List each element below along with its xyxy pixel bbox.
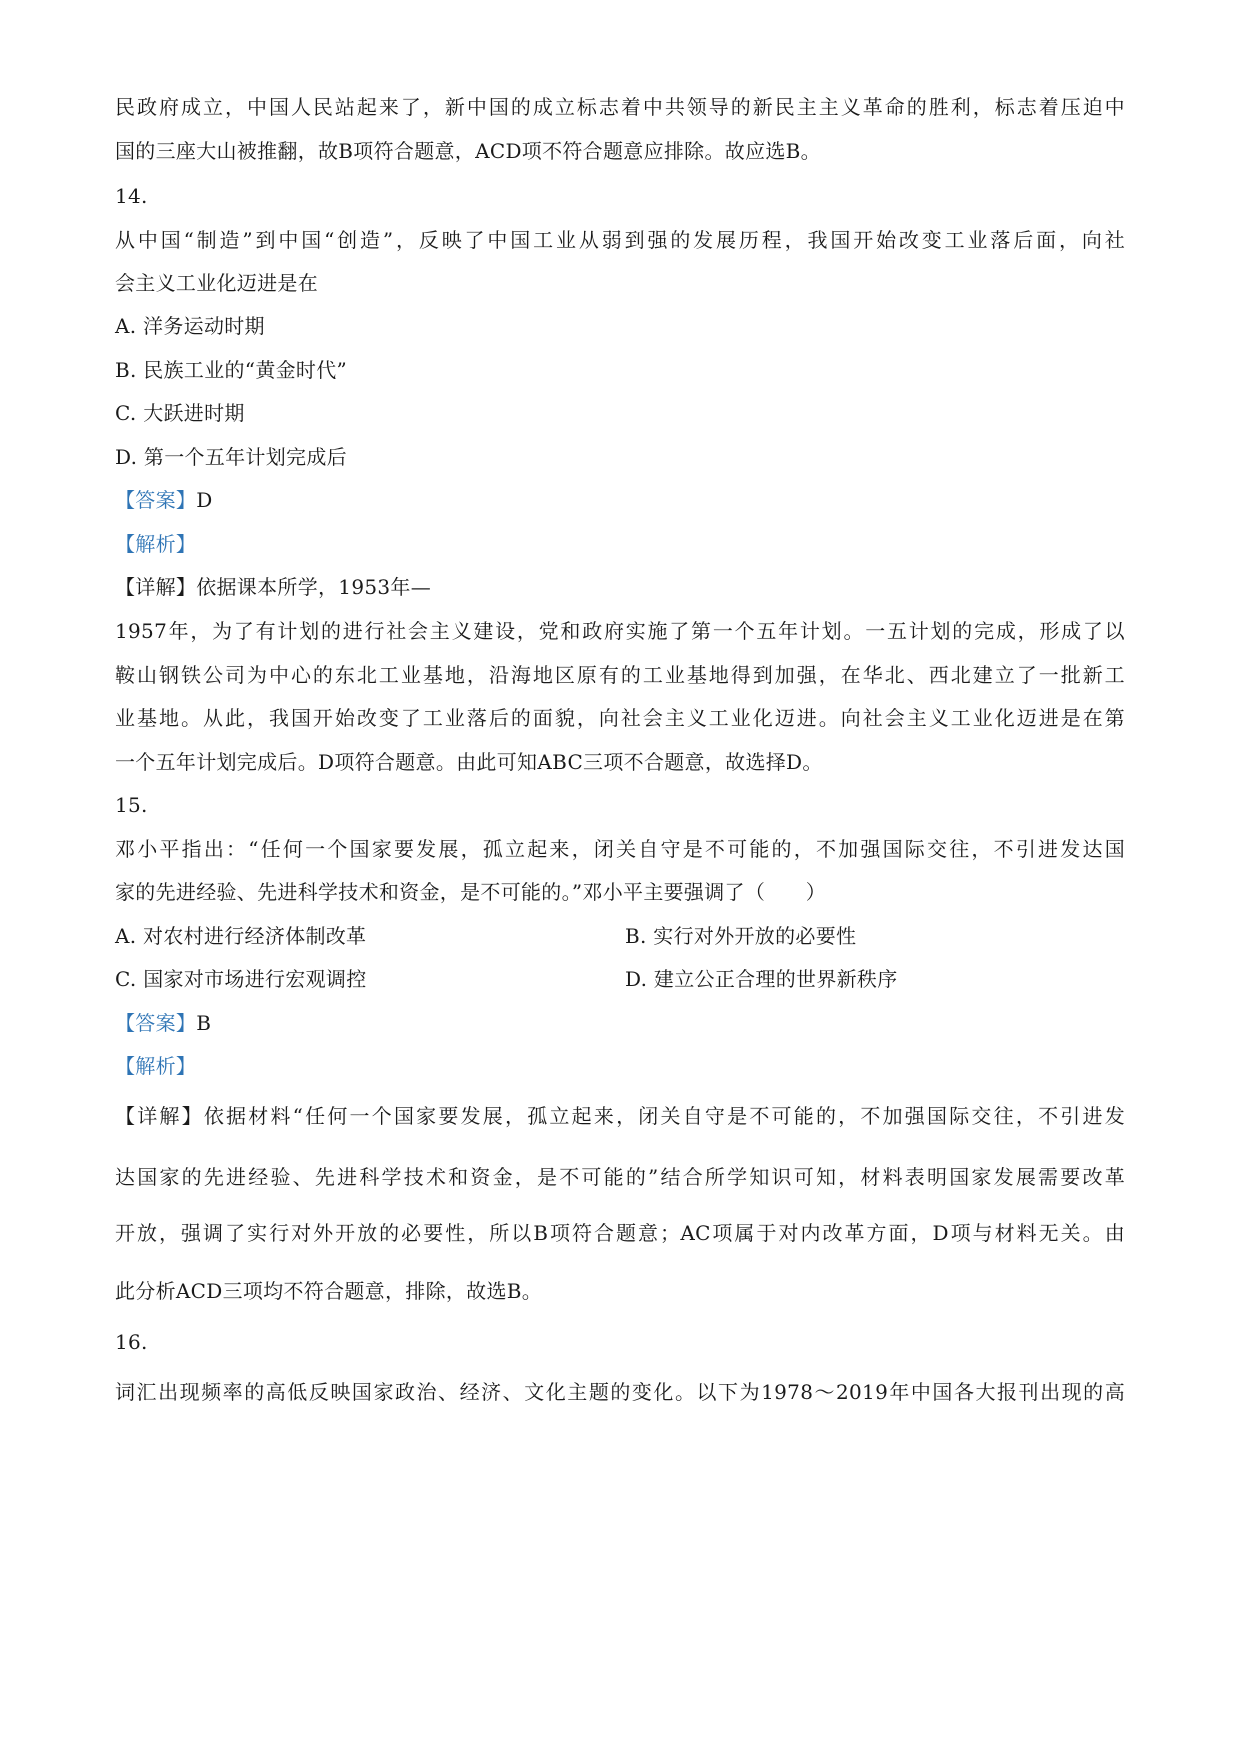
q15-option-d: D. 建立公正合理的世界新秩序 xyxy=(625,967,898,991)
q15-detail-line-1: 达国家的先进经验、先进科学技术和资金，是不可能的”结合所学知识可知，材料表明国家发展需要改革 xyxy=(115,1165,1125,1189)
q15-detail-line-2: 开放，强调了实行对外开放的必要性，所以B项符合题意；AC项属于对内改革方面，D项与材料无关。由 xyxy=(115,1221,1125,1245)
q14-answer-value: D xyxy=(196,488,213,512)
q15-option-a: A. 对农村进行经济体制改革 xyxy=(115,924,367,948)
q15-answer xyxy=(115,1008,211,1038)
q14-option-c: C. 大跃进时期 xyxy=(115,401,245,425)
q15-detail-text-0: 依据材料“任何一个国家要发展，孤立起来，闭关自守是不可能的，不加强国际交往，不引进发 xyxy=(203,1104,1125,1128)
q14-detail-line-4: 一个五年计划完成后。D项符合题意。由此可知ABC三项不合题意，故选择D。 xyxy=(115,750,823,774)
q14-detail-label: 【详解】 xyxy=(115,575,197,599)
q14-option-a: A. 洋务运动时期 xyxy=(115,314,265,338)
q14-option-b: B. 民族工业的“黄金时代” xyxy=(115,358,348,382)
q15-detail-line-3: 此分析ACD三项均不符合题意，排除，故选B。 xyxy=(115,1279,543,1303)
q15-answer-label: 【答案】 xyxy=(115,1011,197,1035)
q15-option-c: C. 国家对市场进行宏观调控 xyxy=(115,967,367,991)
q14-stem-line-1: 从中国“制造”到中国“创造”，反映了中国工业从弱到强的发展历程，我国开始改变工业落后面，向社 xyxy=(115,228,1125,252)
q14-number: 14. xyxy=(115,184,148,208)
q15-detail-label: 【详解】 xyxy=(115,1104,204,1128)
q15-answer-value: B xyxy=(196,1011,212,1035)
prev-answer-line-2: 国的三座大山被推翻，故B项符合题意，ACD项不符合题意应排除。故应选B。 xyxy=(115,139,821,163)
q14-answer-label: 【答案】 xyxy=(115,488,197,512)
prev-answer-line-1: 民政府成立，中国人民站起来了，新中国的成立标志着中共领导的新民主主义革命的胜利，标志着压迫中 xyxy=(115,95,1125,119)
q14-detail-text-0: 依据课本所学，1953年— xyxy=(196,575,432,599)
q15-stem-line-2: 家的先进经验、先进科学技术和资金，是不可能的。”邓小平主要强调了（ ） xyxy=(115,880,827,904)
q14-detail-line-0 xyxy=(115,572,431,602)
q14-stem-line-2: 会主义工业化迈进是在 xyxy=(115,271,318,295)
q14-detail-line-1: 1957年，为了有计划的进行社会主义建设，党和政府实施了第一个五年计划。一五计划的完成，形成了以 xyxy=(115,619,1125,643)
q14-detail-line-2: 鞍山钢铁公司为中心的东北工业基地，沿海地区原有的工业基地得到加强，在华北、西北建立了一批新工 xyxy=(115,663,1125,687)
q15-analysis-label: 【解析】 xyxy=(115,1054,197,1078)
q14-option-d: D. 第一个五年计划完成后 xyxy=(115,445,347,469)
q14-detail-line-3: 业基地。从此，我国开始改变了工业落后的面貌，向社会主义工业化迈进。向社会主义工业化迈进是在第 xyxy=(115,706,1125,730)
q16-stem-line-1: 词汇出现频率的高低反映国家政治、经济、文化主题的变化。以下为1978～2019年中国各大报刊出现的高 xyxy=(115,1380,1125,1404)
q15-number: 15. xyxy=(115,793,148,817)
q15-option-b: B. 实行对外开放的必要性 xyxy=(625,924,857,948)
q14-answer xyxy=(115,485,213,515)
q14-analysis-label: 【解析】 xyxy=(115,532,197,556)
q15-stem-line-1: 邓小平指出：“任何一个国家要发展，孤立起来，闭关自守是不可能的，不加强国际交往，不引进发达国 xyxy=(115,837,1125,861)
q15-detail-line-0 xyxy=(115,1101,1125,1131)
q16-number: 16. xyxy=(115,1330,148,1354)
